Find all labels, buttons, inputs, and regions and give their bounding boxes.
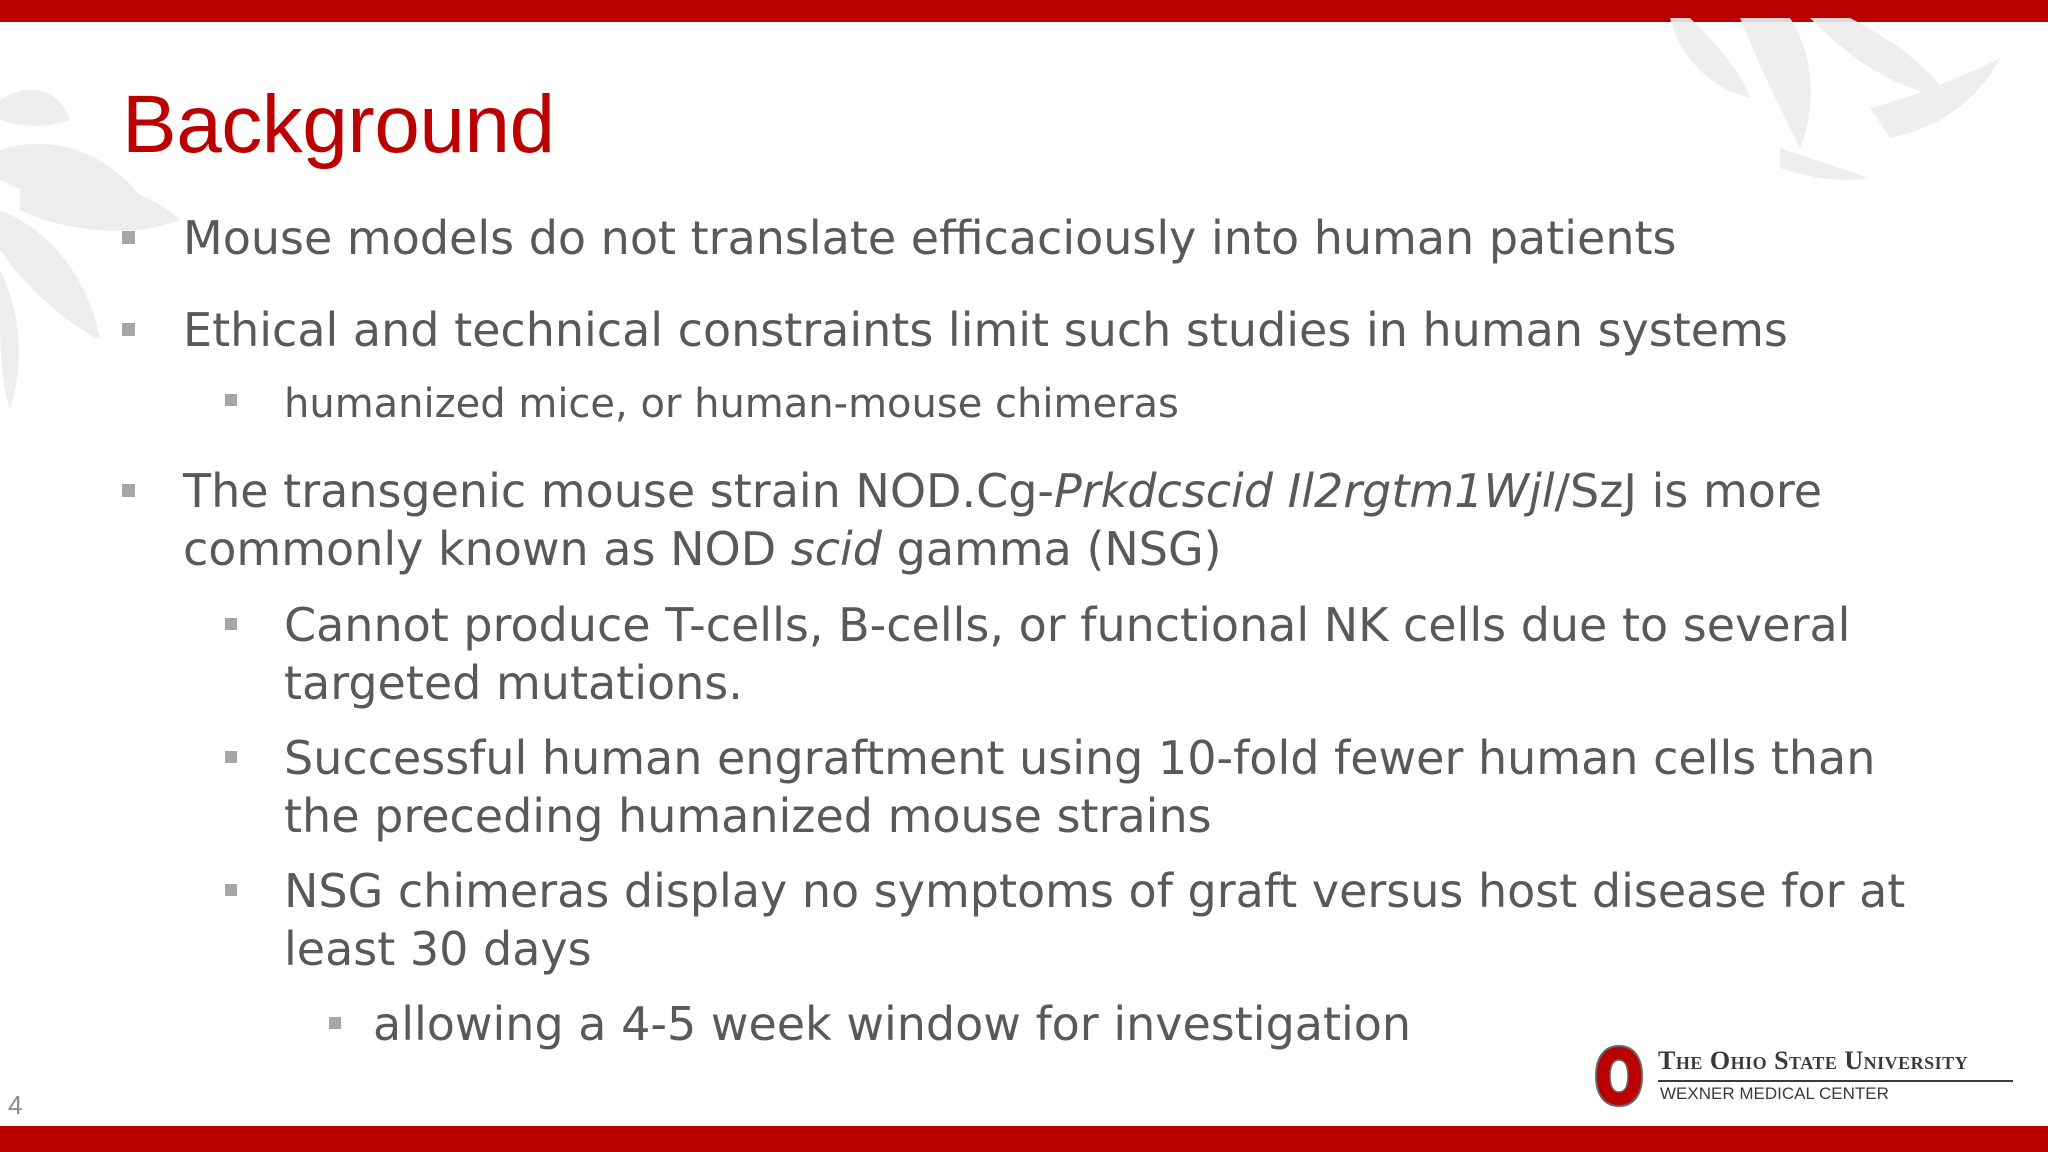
sub-bullet-item <box>284 862 1924 978</box>
university-name: The Ohio State University <box>1658 1046 1969 1075</box>
block-o-icon <box>1594 1044 1644 1108</box>
bullet-text: Successful human engraftment using 10-fold fewer human cells than the preceding humanized mouse strains <box>284 731 1876 843</box>
bullet-text: allowing a 4-5 week window for investigation <box>373 997 1412 1051</box>
bullet-text: humanized mice, or human-mouse chimeras <box>284 381 1179 427</box>
scid-term: scid <box>790 522 882 576</box>
square-bullet-icon <box>225 751 237 763</box>
bullet-text: The transgenic mouse strain NOD.Cg-Prkdcscid Il2rgtm1Wjl/SzJ is more commonly known as NOD scid gamma (NSG) <box>183 464 1823 576</box>
strain-name: Prkdcscid Il2rgtm1Wjl <box>1054 464 1555 518</box>
square-bullet-icon <box>329 1017 341 1029</box>
bullet-text: Mouse models do not translate efficaciously into human patients <box>183 211 1677 265</box>
bullet-item <box>183 301 1883 359</box>
slide-title: Background <box>122 79 555 170</box>
square-bullet-icon <box>225 618 237 630</box>
bullet-item <box>183 462 1883 578</box>
bullet-text: Ethical and technical constraints limit such studies in human systems <box>183 303 1788 357</box>
bottom-accent-bar <box>0 1126 2048 1152</box>
bullet-text: Cannot produce T-cells, B-cells, or functional NK cells due to several targeted mutations. <box>284 598 1851 710</box>
sub-bullet-item <box>284 729 1924 845</box>
bullet-item <box>183 209 1883 267</box>
university-logo <box>1594 1040 2014 1110</box>
square-bullet-icon <box>122 484 135 497</box>
square-bullet-icon <box>225 394 237 406</box>
square-bullet-icon <box>225 884 237 896</box>
square-bullet-icon <box>122 323 135 336</box>
logo-divider <box>1658 1080 2013 1082</box>
page-number: 4 <box>8 1090 23 1120</box>
sub-bullet-item <box>284 375 1924 433</box>
medical-center-name: WEXNER MEDICAL CENTER <box>1660 1084 1889 1103</box>
bullet-text: NSG chimeras display no symptoms of graft versus host disease for at least 30 days <box>284 864 1906 976</box>
square-bullet-icon <box>122 231 135 244</box>
sub-bullet-item <box>284 596 1924 712</box>
